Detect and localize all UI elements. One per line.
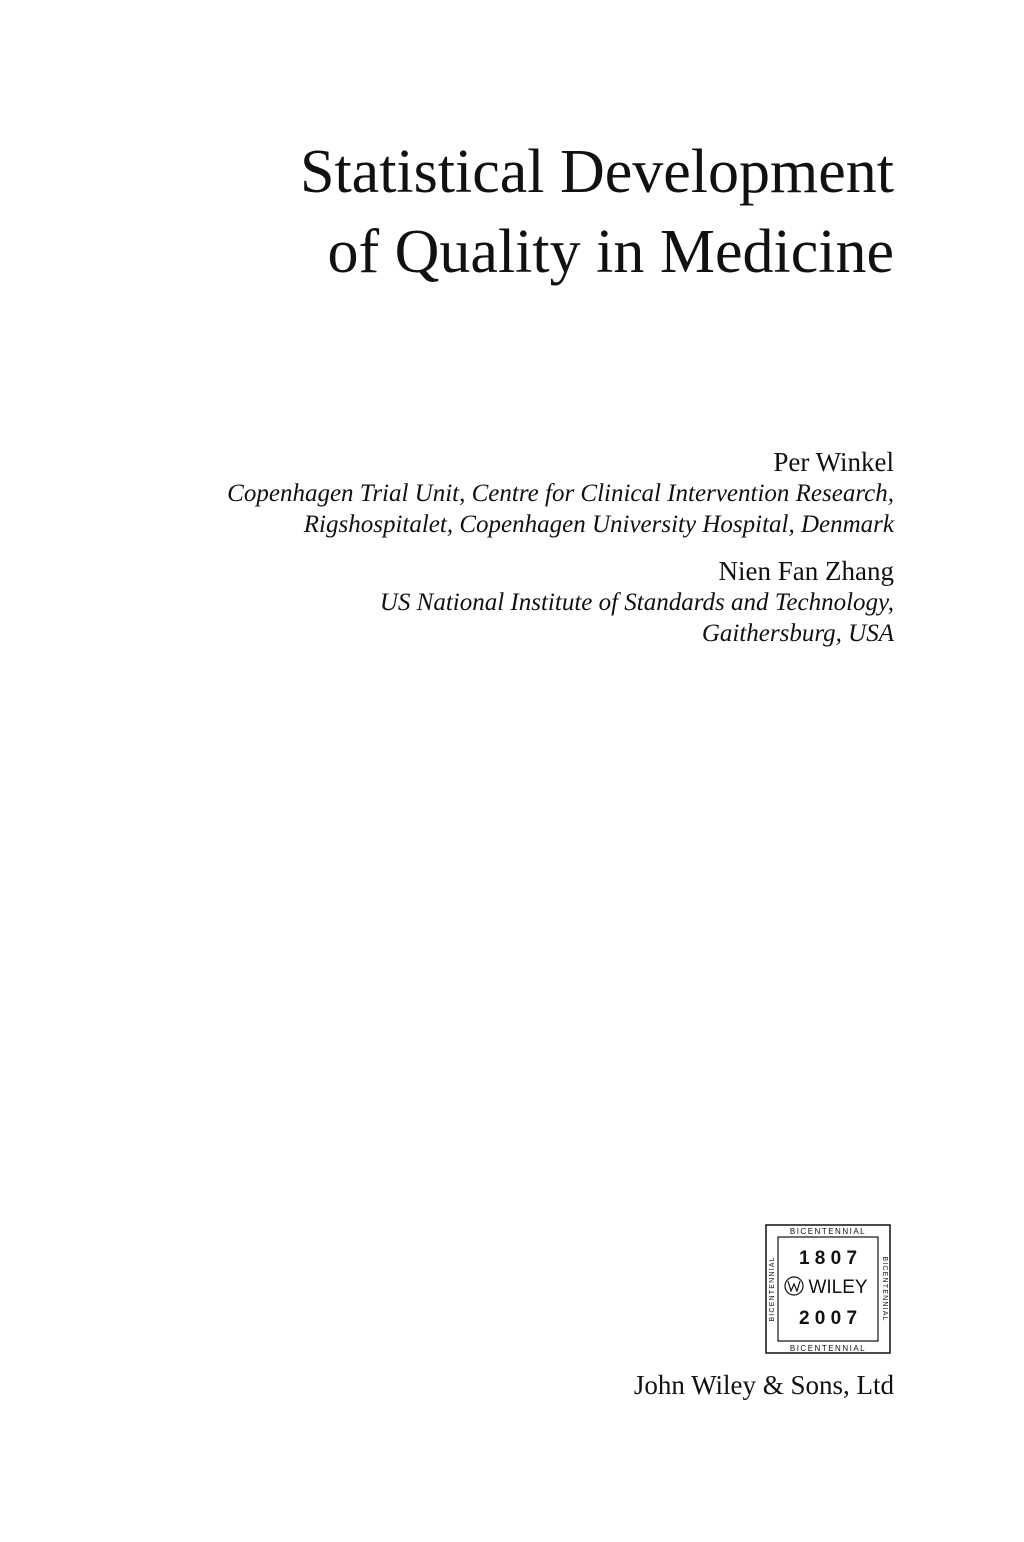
author-list xyxy=(227,446,894,649)
seal-border-text-right: BICENTENNIAL xyxy=(881,1256,888,1322)
author-affiliation-line: US National Institute of Standards and Technology, xyxy=(379,589,894,616)
wiley-bicentennial-logo xyxy=(762,1220,894,1360)
author-name: Nien Fan Zhang xyxy=(718,556,894,586)
seal-year-start: 1 8 0 7 xyxy=(798,1248,858,1269)
book-title xyxy=(300,132,894,292)
bicentennial-seal-icon xyxy=(762,1220,894,1360)
author-name: Per Winkel xyxy=(773,447,894,477)
seal-border-text-left: BICENTENNIAL xyxy=(769,1256,776,1322)
title-line-2: of Quality in Medicine xyxy=(327,218,894,286)
seal-brand: WILEY xyxy=(808,1277,868,1298)
seal-border-text-bottom: BICENTENNIAL xyxy=(789,1344,867,1353)
seal-year-end: 2 0 0 7 xyxy=(798,1308,858,1329)
author-affiliation-line: Copenhagen Trial Unit, Centre for Clinical Intervention Research, xyxy=(227,480,894,507)
wiley-emblem-icon xyxy=(785,1277,803,1295)
author-entry-1 xyxy=(227,446,894,540)
author-affiliation-line: Gaithersburg, USA xyxy=(701,620,894,647)
author-affiliation-line: Rigshospitalet, Copenhagen University Hospital, Denmark xyxy=(303,511,894,538)
seal-border-text-top: BICENTENNIAL xyxy=(789,1227,867,1236)
wiley-emblem-mark-icon xyxy=(788,1281,800,1291)
publisher-name: John Wiley & Sons, Ltd xyxy=(633,1370,894,1400)
author-entry-2 xyxy=(227,555,894,649)
title-line-1: Statistical Development xyxy=(299,138,894,206)
